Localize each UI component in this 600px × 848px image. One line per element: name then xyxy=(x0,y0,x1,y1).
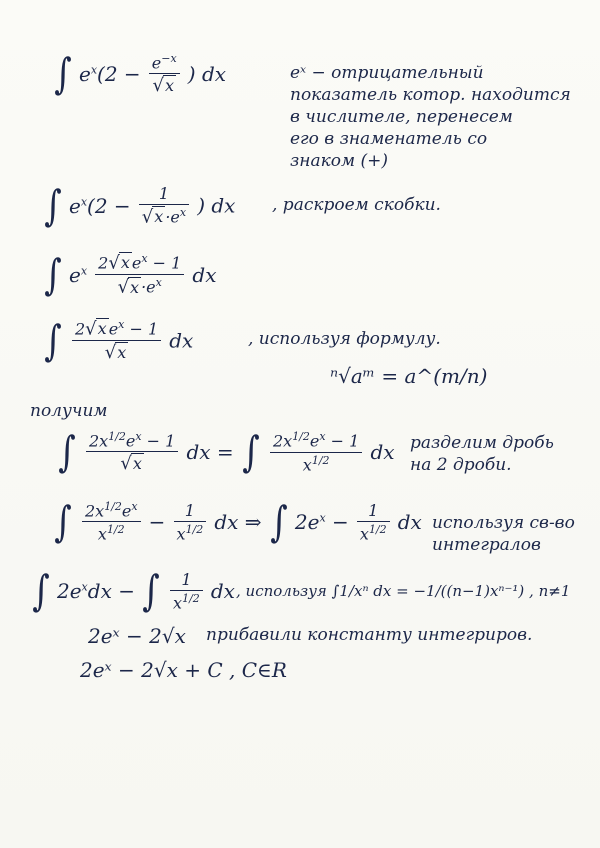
integral-line-8: ∫ $2e^xdx$ − ∫ $\frac{1}{x^{1/2}}$ dx xyxy=(32,566,235,616)
integral-line-4: ∫ $\frac{2√x e^x - 1}{√x}$ dx xyxy=(44,315,194,365)
integral-line-6: ∫ $\frac{2x^{1/2}e^x - 1}{√x}$ dx = ∫ $\frac{2x^{1/2}e^x - 1}{x^{1/2}}$ dx xyxy=(58,427,395,477)
note-1-line-2: показатель котор. находится xyxy=(290,85,571,105)
result-line-9: 2eˣ − 2√x xyxy=(88,624,186,648)
integral-line-1: ∫ $e^x(2$ − $\frac{e^{-x}}{√x}$ ) dx xyxy=(54,49,227,99)
comment-7-line-1: используя св-во xyxy=(432,513,575,533)
comment-9: прибавили константу интегриров. xyxy=(206,625,533,645)
comment-7-line-2: интегралов xyxy=(432,535,541,555)
note-1-line-3: в числителе, перенесем xyxy=(290,107,513,127)
comment-2: , раскроем скобки. xyxy=(272,195,441,215)
comment-8: , используя ∫1/xⁿ dx = −1/((n−1)xⁿ⁻¹) , n≠1 xyxy=(236,582,571,600)
integral-line-7: ∫ $\frac{2x^{1/2}e^x}{x^{1/2}}$ − $\frac{1}{x^{1/2}}$ dx ⇒ ∫ $2e^x$ − $\frac{1}{x^{1/2}}$ dx xyxy=(54,496,422,546)
comment-4: , используя формулу. xyxy=(248,329,441,349)
note-1-line-1: eˣ − отрицательный xyxy=(290,63,484,83)
integral-sign: ∫ xyxy=(54,49,72,99)
comment-6-line-2: на 2 дроби. xyxy=(410,455,512,475)
label-poluchim: получим xyxy=(30,401,108,421)
note-1 xyxy=(290,62,571,172)
note-1-line-5: знаком (+) xyxy=(290,151,388,171)
integral-line-3: ∫ $e^x$ $\frac{2√x e^x - 1}{√x \cdot e^x}$ dx xyxy=(44,249,217,299)
comment-7 xyxy=(432,512,575,556)
result-line-10: 2eˣ − 2√x + C , C∈R xyxy=(80,658,287,682)
integral-line-2: ∫ $e^x(2$ − $\frac{1}{√x \cdot e^x}$ ) dx xyxy=(44,180,236,230)
power-formula: ⁿ√aᵐ = a^(m/n) xyxy=(330,364,488,388)
note-1-line-4: его в знаменатель со xyxy=(290,129,488,149)
comment-6-line-1: разделим дробь xyxy=(410,433,554,453)
comment-6 xyxy=(410,432,554,476)
